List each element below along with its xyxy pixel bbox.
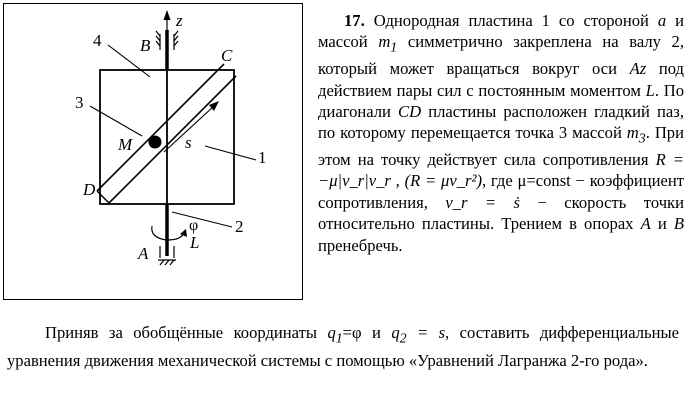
problem-text: и массой	[318, 11, 684, 52]
label-phi: φ	[189, 217, 199, 234]
label-4: 4	[93, 31, 102, 50]
var-CD: CD	[398, 101, 422, 121]
var-L: L	[645, 80, 655, 100]
leader-2	[172, 212, 232, 227]
label-D: D	[83, 180, 96, 199]
problem-text: под действием пары сил с постоянным моментом	[318, 59, 684, 100]
label-B: B	[140, 36, 151, 55]
var-q2: $q_2$	[391, 323, 407, 346]
var-m3: $m_3$	[626, 123, 646, 146]
problem-text: Однородная пластина 1 со стороной	[373, 11, 649, 30]
task-text: , составить дифференциальные уравнения движения механической системы с помощью «Уравнений Лагранжа 2-го рода».	[7, 323, 679, 370]
problem-text: и	[657, 214, 667, 234]
problem-text: пренебречь.	[318, 235, 403, 255]
label-A: A	[138, 244, 149, 263]
problem-text: . При этом на точку действует сила сопротивления	[318, 123, 684, 170]
slot-end-D	[97, 191, 109, 203]
task-statement	[7, 322, 679, 372]
label-2: 2	[235, 217, 244, 236]
mechanism-figure	[0, 0, 310, 305]
label-1: 1	[258, 148, 267, 167]
leader-3	[90, 106, 142, 136]
point-M	[149, 136, 162, 149]
label-z: z	[176, 11, 183, 30]
label-M: M	[118, 135, 133, 154]
problem-text: − скорость точки относительно пластины. Трением в опорах	[318, 192, 684, 234]
problem-number: 17.	[344, 11, 365, 30]
z-arrow	[164, 10, 171, 20]
rotation-arrow-head	[180, 229, 187, 237]
problem-text: пластины расположен гладкий паз, по которому перемещается точка 3 массой	[318, 101, 684, 143]
task-text: Приняв за обобщённые координаты	[45, 323, 318, 342]
var-a: a	[657, 11, 667, 30]
task-text: и	[372, 323, 381, 342]
problem-statement	[318, 10, 684, 256]
problem-text: , где μ=const − коэффициент сопротивления,	[318, 171, 684, 212]
var-B: B	[673, 214, 684, 234]
q1-value: =φ	[342, 323, 362, 342]
problem-text: симметрично закреплена на валу 2, который может вращаться вокруг оси	[318, 32, 684, 79]
slot-edge-1	[97, 64, 224, 191]
velocity-definition: v_r = ṡ	[445, 192, 520, 212]
leader-1	[205, 146, 256, 160]
var-A: A	[640, 214, 651, 234]
label-s: s	[185, 133, 192, 152]
resistance-formula: R = −μ|v_r|v_r , (R = μv_r²)	[318, 150, 684, 191]
problem-text: . По диагонали	[318, 80, 685, 121]
label-C: C	[221, 46, 233, 65]
label-3: 3	[75, 93, 84, 112]
var-q1: $q_1$	[327, 323, 343, 346]
q2-value: = s	[416, 323, 446, 342]
var-Az: Az	[629, 59, 647, 79]
label-L: L	[190, 233, 200, 252]
var-m1: $m_1$	[378, 32, 398, 55]
